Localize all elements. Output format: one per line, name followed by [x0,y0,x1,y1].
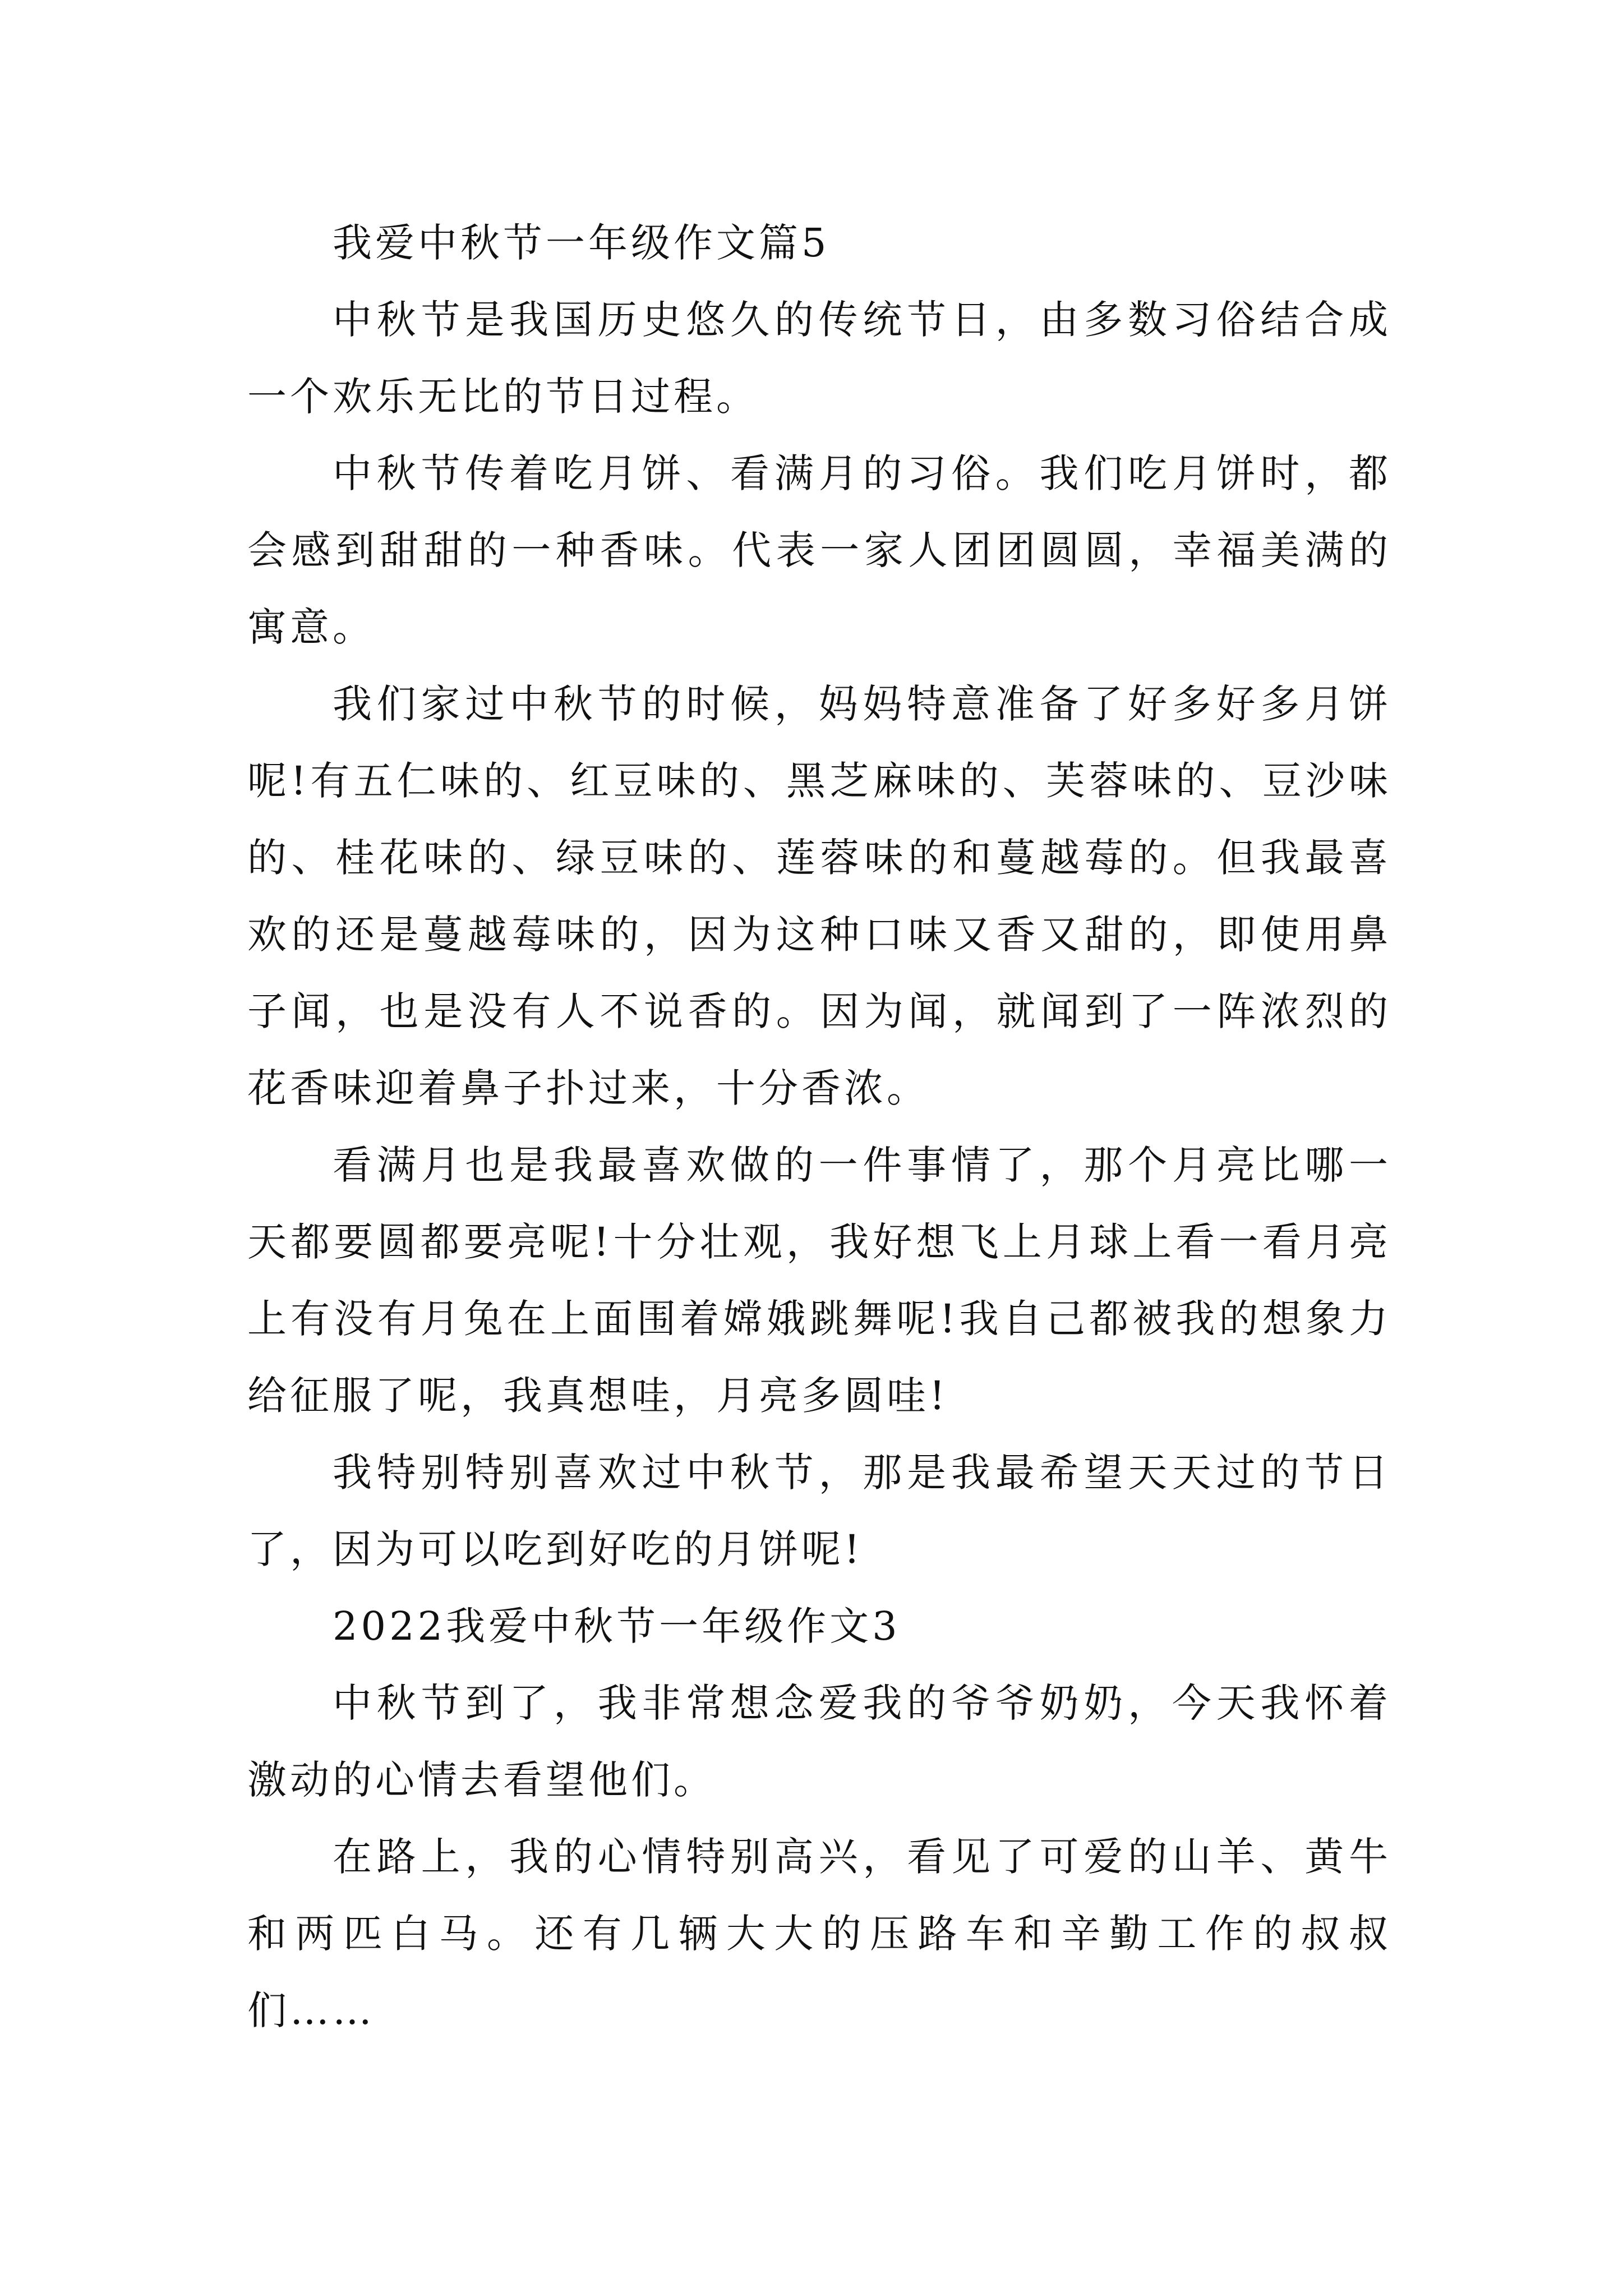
paragraph: 中秋节是我国历史悠久的传统节日，由多数习俗结合成一个欢乐无比的节日过程。 [247,297,1391,420]
paragraph: 在路上，我的心情特别高兴，看见了可爱的山羊、黄牛和两匹白马。还有几辆大大的压路车和辛勤工作的叔叔们…… [247,1834,1391,2033]
paragraph: 我们家过中秋节的时候，妈妈特意准备了好多好多月饼呢!有五仁味的、红豆味的、黑芝麻味的、芙蓉味的、豆沙味的、桂花味的、绿豆味的、莲蓉味的和蔓越莓的。但我最喜欢的还是蔓越莓味的，因为这种口味又香又甜的，即使用鼻子闻，也是没有人不说香的。因为闻，就闻到了一阵浓烈的花香味迎着鼻子扑过来，十分香浓。 [247,681,1391,1111]
paragraph: 中秋节到了，我非常想念爱我的爷爷奶奶，今天我怀着激动的心情去看望他们。 [247,1680,1391,1803]
paragraph: 看满月也是我最喜欢做的一件事情了，那个月亮比哪一天都要圆都要亮呢!十分壮观，我好想飞上月球上看一看月亮上有没有月兔在上面围着嫦娥跳舞呢!我自己都被我的想象力给征服了呢，我真想哇，月亮多圆哇! [247,1142,1391,1419]
section-title: 2022我爱中秋节一年级作文3 [333,1603,901,1649]
section-title: 我爱中秋节一年级作文篇5 [333,220,830,266]
paragraph: 我特别特别喜欢过中秋节，那是我最希望天天过的节日了，因为可以吃到好吃的月饼呢! [247,1450,1391,1572]
document-body [247,205,1391,2049]
paragraph: 中秋节传着吃月饼、看满月的习俗。我们吃月饼时，都会感到甜甜的一种香味。代表一家人团团圆圆，幸福美满的寓意。 [247,450,1391,650]
